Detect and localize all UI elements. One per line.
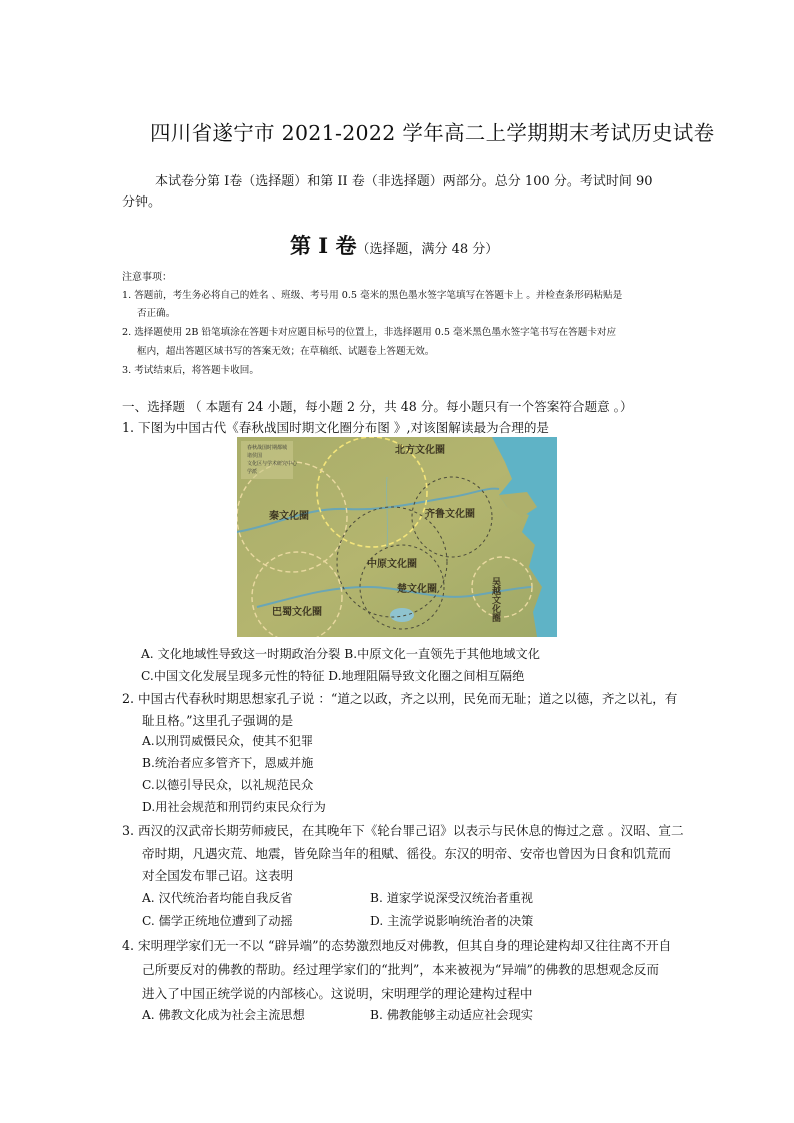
question-3-option: B. 道家学说深受汉统治者重视 [370,891,533,905]
question-4-option: A. 佛教文化成为社会主流思想 [142,1008,305,1022]
map-label-bashu: 巴蜀文化圈 [272,607,322,618]
notes-title: 注意事项： [122,272,172,283]
section-subheading: （选择题，满分 48 分） [356,242,499,257]
exam-intro-line-1: 本试卷分第 I卷（选择题）和第 II 卷（非选择题）两部分。总分 100 分。考试时间 90 [155,174,653,189]
question-4-stem: 进入了中国正统学说的内部核心。这说明，宋明理学的理论建构过程中 [142,986,533,1001]
section-heading: 第 Ⅰ 卷 [290,233,357,258]
note-line: 框内，超出答题区域书写的答案无效；在草稿纸、试题卷上答题无效。 [137,346,435,357]
culture-circle-map [237,437,557,637]
question-2-option: A.以刑罚威慑民众，使其不犯罪 [142,734,314,748]
question-2-stem: 耻且格。”这里孔子强调的是 [142,713,294,728]
question-3-stem: 对全国发布罪己诏。这表明 [142,868,294,883]
question-4-stem: 4. 宋明理学家们无一不以 “辟异端”的态势激烈地反对佛教，但其自身的理论建构却又往往离不开自 [122,938,672,953]
question-2-stem: 2. 中国古代春秋时期思想家孔子说 ：“道之以政，齐之以刑，民免而无耻；道之以德，齐之以礼，有 [122,691,678,706]
question-3-option: D. 主流学说影响统治者的决策 [370,914,534,928]
note-line: 2. 选择题使用 2B 铅笔填涂在答题卡对应题目标号的位置上，非选择题用 0.5 毫米黑色墨水签字笔书写在答题卡对应 [122,327,617,338]
question-1-stem: 1. 下图为中国古代《春秋战国时期文化圈分布图 》,对该图解读最为合理的是 [122,420,550,435]
map-label-north: 北方文化圈 [395,445,445,456]
question-3-option: A. 汉代统治者均能自我反省 [142,891,293,905]
question-2-option: B.统治者应多管齐下，恩威并施 [142,756,314,770]
question-3-option: C. 儒学正统地位遭到了动摇 [142,914,293,928]
question-1-option-row: A. 文化地域性导致这一时期政治分裂 B.中原文化一直领先于其他地域文化 [141,647,540,661]
question-4-stem: 己所要反对的佛教的帮助。经过理学家们的“批判”，本来被视为“异端”的佛教的思想观念反而 [142,962,659,977]
map-label-wuyue: 吴越文化圈 [490,577,500,622]
question-3-stem: 帝时期，凡遇灾荒、地震，皆免除当年的租赋、徭役。东汉的明帝、安帝也曾因为日食和饥荒而 [142,846,671,861]
map-label-zhongyuan: 中原文化圈 [367,559,417,570]
note-line: 1. 答题前，考生务必将自己的姓名 、班级、考号用 0.5 毫米的黑色墨水签字笔填写在答题卡上 。并检查条形码粘贴是 [122,290,623,301]
question-1-option-row: C.中国文化发展呈现多元性的特征 D.地理阻隔导致文化圈之间相互隔绝 [141,669,525,683]
question-2-option: C.以德引导民众，以礼规范民众 [142,778,314,792]
map-label-qin: 秦文化圈 [269,511,309,522]
map-label-qilu: 齐鲁文化圈 [425,509,475,520]
part1-header: 一、选择题 （ 本题有 24 小题，每小题 2 分，共 48 分。每小题只有一个答案符合题意 。） [122,399,633,414]
map-legend-item: 诸侯国 [247,453,263,459]
exam-intro-line-2: 分钟。 [122,195,162,210]
question-2-option: D.用社会规范和刑罚约束民众行为 [142,800,326,814]
exam-title: 四川省遂宁市 2021-2022 学年高二上学期期末考试历史试卷 [150,121,715,145]
map-legend-item: 学派 [247,469,258,475]
section-title [290,230,498,260]
question-3-stem: 3. 西汉的汉武帝长期劳师疲民，在其晚年下《轮台罪己诏》以表示与民休息的悔过之意 。汉昭、宣二 [122,823,684,838]
map-legend-item: 文化区与学术研究中心 [247,461,298,467]
note-line: 3. 考试结束后，将答题卡收回。 [122,365,259,376]
map-legend-item: 春秋战国时期都城 [247,445,288,451]
map-label-chu: 楚文化圈 [397,584,437,595]
note-line: 否正确。 [137,308,176,319]
question-4-option: B. 佛教能够主动适应社会现实 [370,1008,533,1022]
